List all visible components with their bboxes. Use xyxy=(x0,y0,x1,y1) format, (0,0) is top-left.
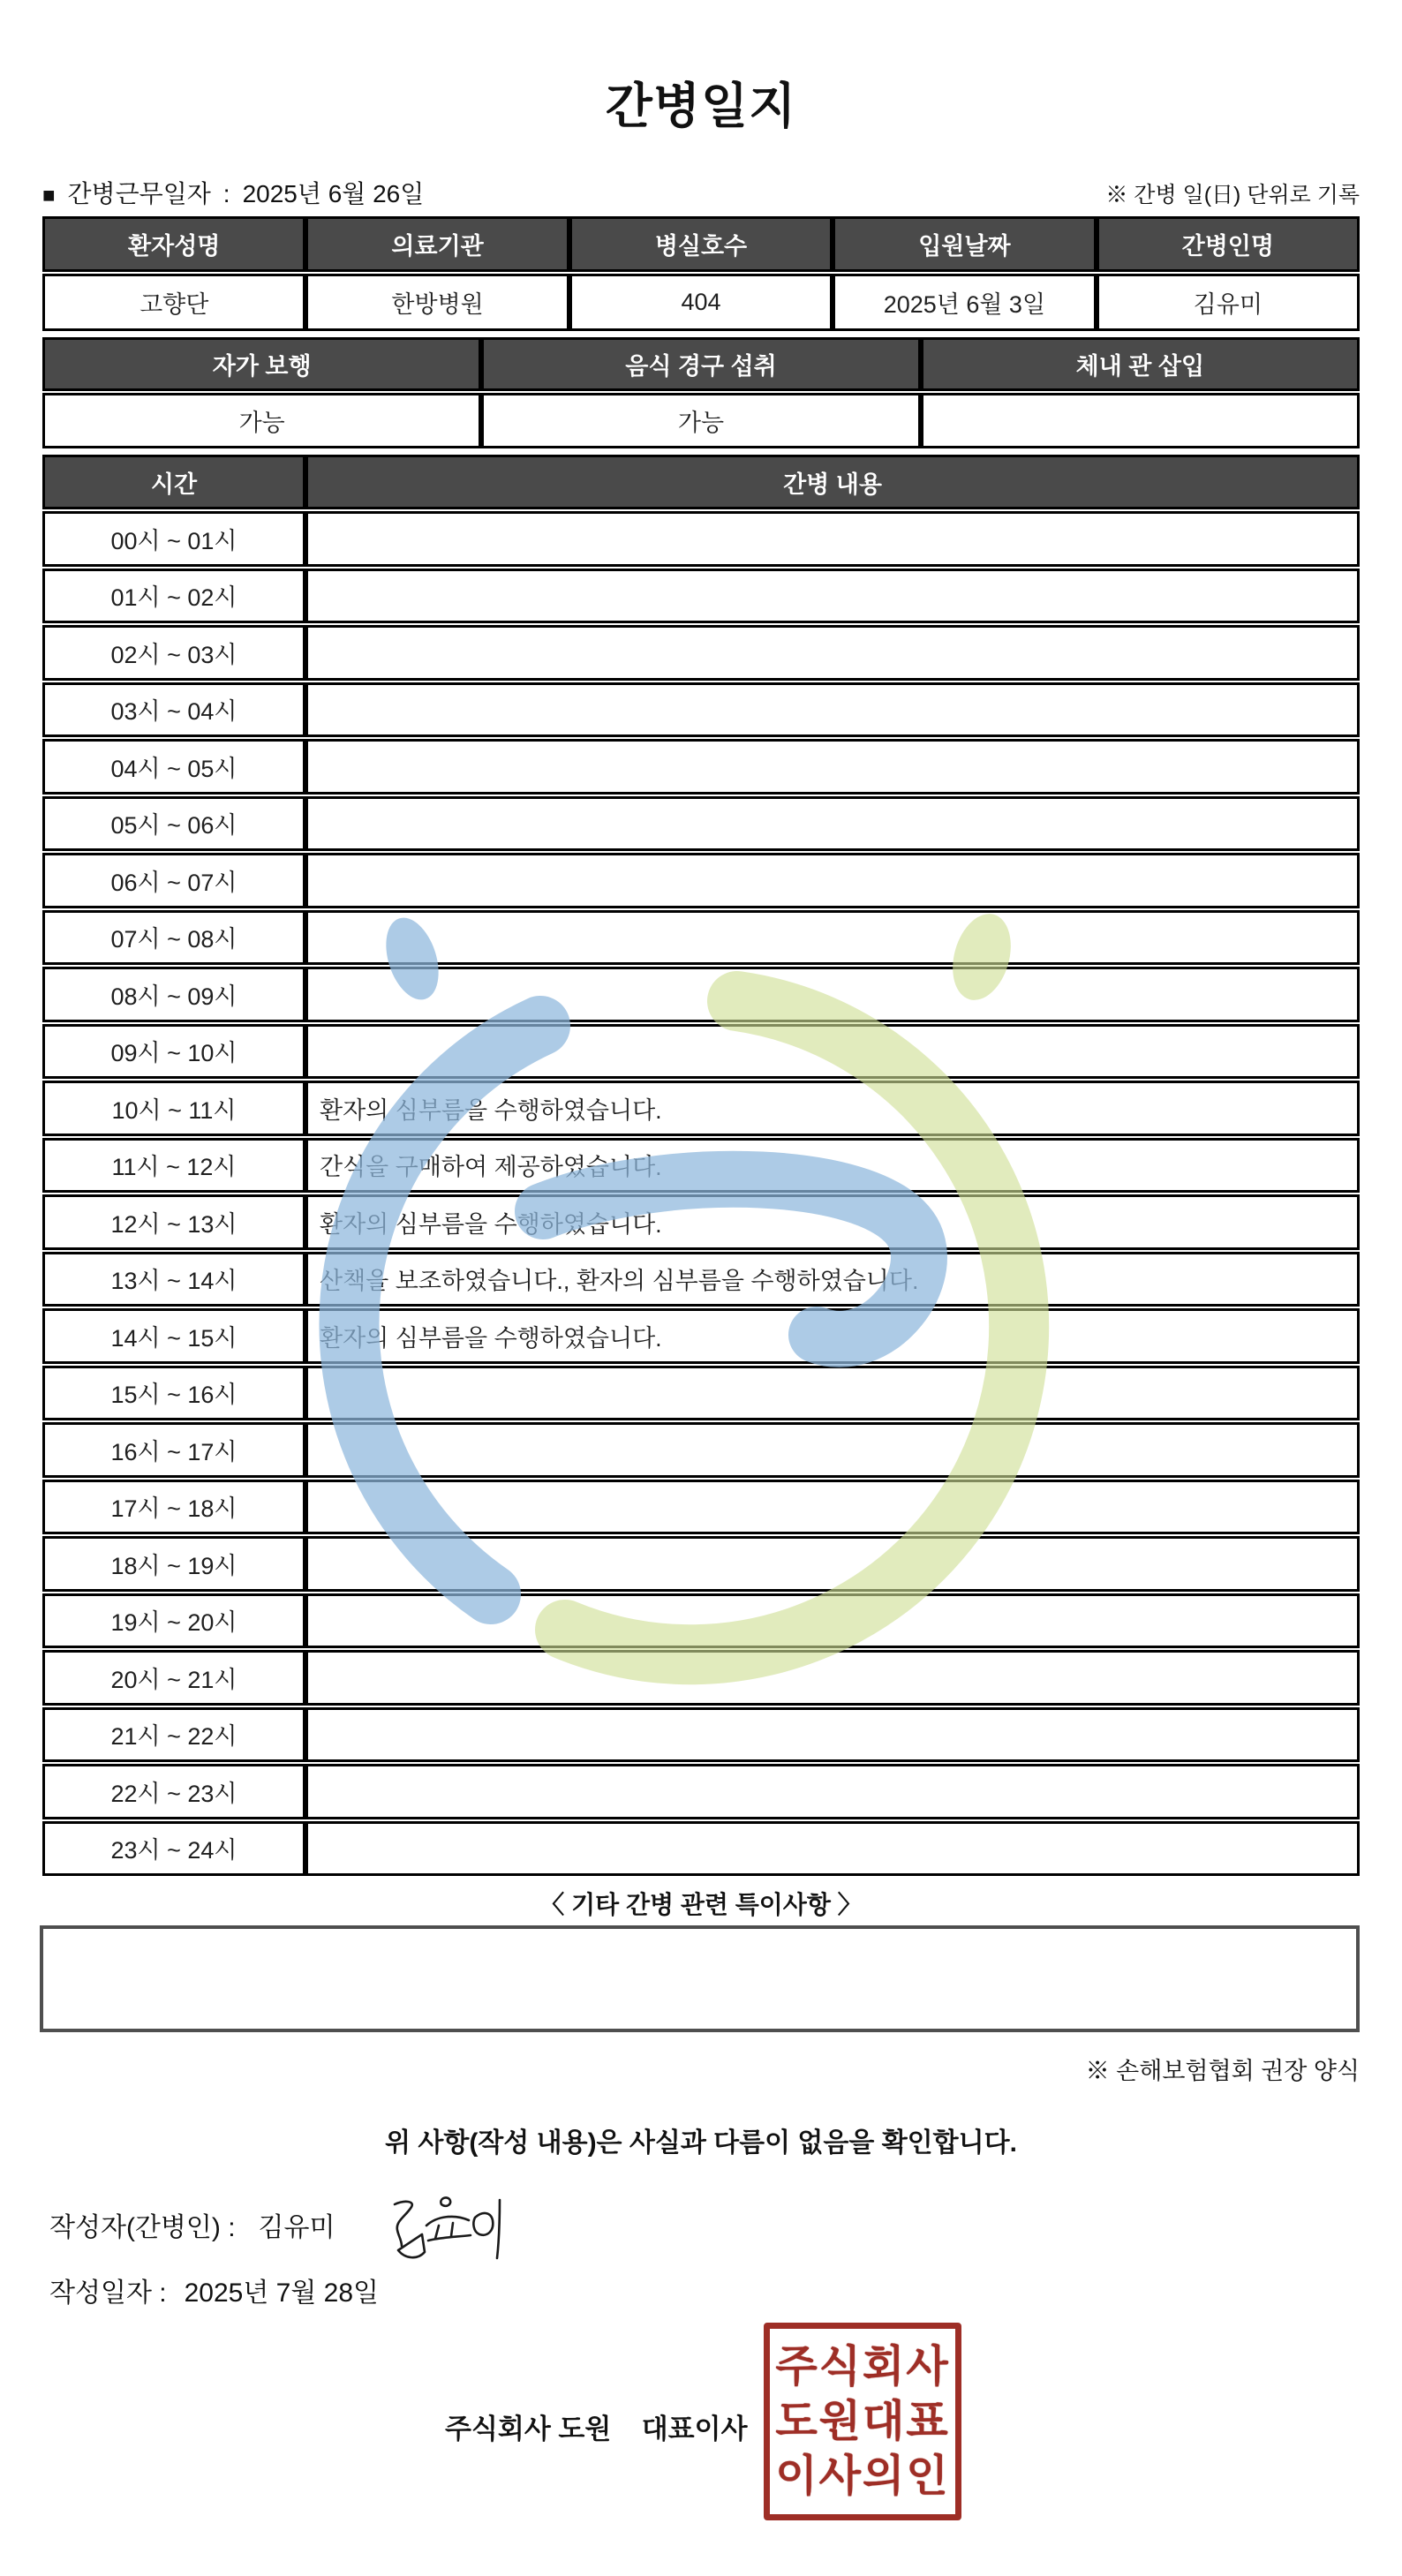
time-slot-cell: 00시 ~ 01시 xyxy=(42,511,305,567)
patient-info-value-cell: 한방병원 xyxy=(305,274,569,331)
date-value: 2025년 7월 28일 xyxy=(184,2278,379,2308)
time-slot-cell: 22시 ~ 23시 xyxy=(42,1764,305,1819)
time-slot-cell: 14시 ~ 15시 xyxy=(42,1308,305,1364)
care-content-cell xyxy=(305,1593,1360,1649)
care-log-row xyxy=(42,1650,1360,1706)
care-log-row xyxy=(42,511,1360,567)
patient-status-value-cell: 가능 xyxy=(42,393,481,448)
time-slot-cell: 02시 ~ 03시 xyxy=(42,625,305,681)
care-log-row xyxy=(42,1764,1360,1819)
patient-status-header-cell: 자가 보행 xyxy=(42,337,481,391)
care-work-date-separator: : xyxy=(222,180,230,207)
writer-name: 김유미 xyxy=(258,2213,335,2242)
care-log-row xyxy=(42,1366,1360,1421)
care-content-cell xyxy=(305,910,1360,966)
writer-label: 작성자(간병인) : xyxy=(49,2213,236,2242)
patient-status-value-cell xyxy=(921,393,1360,448)
care-content-cell xyxy=(305,1480,1360,1535)
notes-section-heading: 〈 기타 간병 관련 특이사항 〉 xyxy=(539,1891,863,1918)
care-content-cell xyxy=(305,796,1360,852)
patient-status-value-row xyxy=(42,393,1360,448)
signature-stroke-mi-stick xyxy=(497,2200,500,2258)
page-title: 간병일지 xyxy=(605,79,797,133)
patient-info-header-cell: 병실호수 xyxy=(569,216,833,272)
care-log-table xyxy=(42,453,1360,1878)
time-slot-cell: 10시 ~ 11시 xyxy=(42,1081,305,1136)
care-content-cell xyxy=(305,682,1360,738)
time-slot-cell: 01시 ~ 02시 xyxy=(42,569,305,624)
time-slot-cell: 16시 ~ 17시 xyxy=(42,1422,305,1478)
time-slot-cell: 06시 ~ 07시 xyxy=(42,853,305,908)
patient-info-value-cell: 고향단 xyxy=(42,274,305,331)
time-slot-cell: 13시 ~ 14시 xyxy=(42,1252,305,1307)
handwritten-signature xyxy=(380,2191,521,2265)
content-column-header: 간병 내용 xyxy=(305,455,1360,509)
care-log-row xyxy=(42,853,1360,908)
care-content-cell xyxy=(305,1821,1360,1877)
patient-info-header-row xyxy=(42,216,1360,272)
date-label: 작성일자 : xyxy=(49,2278,167,2308)
patient-status-table xyxy=(42,335,1360,450)
corporate-seal-stamp xyxy=(764,2323,961,2520)
care-content-cell: 산책을 보조하였습니다., 환자의 심부름을 수행하였습니다. xyxy=(305,1252,1360,1307)
patient-status-header-cell: 체내 관 삽입 xyxy=(921,337,1360,391)
date-line xyxy=(49,2271,379,2309)
time-slot-cell: 18시 ~ 19시 xyxy=(42,1536,305,1592)
patient-status-header-cell: 음식 경구 섭취 xyxy=(481,337,920,391)
care-log-row xyxy=(42,796,1360,852)
signature-stroke-yu-loop xyxy=(441,2197,450,2205)
care-work-date xyxy=(42,175,424,210)
square-bullet-icon: ■ xyxy=(42,184,56,207)
stamp-line-2: 도원대표 xyxy=(775,2398,950,2445)
care-log-body xyxy=(42,511,1360,1876)
time-slot-cell: 19시 ~ 20시 xyxy=(42,1593,305,1649)
stamp-line-1: 주식회사 xyxy=(775,2343,950,2391)
care-log-row xyxy=(42,569,1360,624)
care-log-row xyxy=(42,1308,1360,1364)
care-work-date-value: 2025년 6월 26일 xyxy=(242,180,425,207)
care-log-row xyxy=(42,1707,1360,1763)
care-log-row xyxy=(42,1194,1360,1250)
patient-info-header-cell: 의료기관 xyxy=(305,216,569,272)
time-slot-cell: 09시 ~ 10시 xyxy=(42,1024,305,1080)
care-log-row xyxy=(42,1422,1360,1478)
care-content-cell xyxy=(305,853,1360,908)
confirmation-statement: 위 사항(작성 내용)은 사실과 다름이 없음을 확인합니다. xyxy=(385,2128,1017,2158)
patient-info-value-cell: 2025년 6월 3일 xyxy=(833,274,1096,331)
care-content-cell xyxy=(305,511,1360,567)
care-log-row xyxy=(42,1480,1360,1535)
care-content-cell xyxy=(305,569,1360,624)
patient-info-header-cell: 간병인명 xyxy=(1097,216,1360,272)
care-log-row xyxy=(42,1252,1360,1307)
time-slot-cell: 23시 ~ 24시 xyxy=(42,1821,305,1877)
signature-stroke-mi-box xyxy=(473,2213,493,2235)
care-content-cell: 환자의 심부름을 수행하였습니다. xyxy=(305,1194,1360,1250)
patient-status-header-row xyxy=(42,337,1360,391)
care-content-cell xyxy=(305,1366,1360,1421)
time-slot-cell: 17시 ~ 18시 xyxy=(42,1480,305,1535)
care-log-row xyxy=(42,1536,1360,1592)
time-slot-cell: 08시 ~ 09시 xyxy=(42,967,305,1022)
care-content-cell xyxy=(305,967,1360,1022)
signature-stroke-yu-tick1 xyxy=(435,2226,439,2239)
care-log-row xyxy=(42,967,1360,1022)
notes-box xyxy=(40,1925,1360,2032)
meta-row xyxy=(42,175,1360,210)
patient-info-table xyxy=(42,215,1360,333)
time-slot-cell: 20시 ~ 21시 xyxy=(42,1650,305,1706)
time-slot-cell: 07시 ~ 08시 xyxy=(42,910,305,966)
care-content-cell xyxy=(305,739,1360,795)
care-log-row xyxy=(42,625,1360,681)
care-content-cell xyxy=(305,1536,1360,1592)
time-slot-cell: 05시 ~ 06시 xyxy=(42,796,305,852)
signature-stroke-kim xyxy=(395,2202,412,2246)
patient-status-value-cell: 가능 xyxy=(481,393,920,448)
patient-info-header-cell: 환자성명 xyxy=(42,216,305,272)
care-content-cell: 환자의 심부름을 수행하였습니다. xyxy=(305,1081,1360,1136)
patient-info-header-cell: 입원날짜 xyxy=(833,216,1096,272)
care-content-cell xyxy=(305,625,1360,681)
time-column-header: 시간 xyxy=(42,455,305,509)
care-log-row xyxy=(42,1024,1360,1080)
time-slot-cell: 03시 ~ 04시 xyxy=(42,682,305,738)
care-log-row xyxy=(42,1138,1360,1194)
care-log-row xyxy=(42,910,1360,966)
form-recommendation-note: ※ 손해보험협회 권장 양식 xyxy=(1085,2058,1360,2084)
signature-stroke-yu-arc xyxy=(426,2217,469,2226)
care-content-cell: 간식을 구매하여 제공하였습니다. xyxy=(305,1138,1360,1194)
care-log-row xyxy=(42,682,1360,738)
care-content-cell: 환자의 심부름을 수행하였습니다. xyxy=(305,1308,1360,1364)
care-log-row xyxy=(42,1081,1360,1136)
time-slot-cell: 21시 ~ 22시 xyxy=(42,1707,305,1763)
care-content-cell xyxy=(305,1764,1360,1819)
care-log-row xyxy=(42,1821,1360,1877)
company-ceo-line: 주식회사 도원 대표이사 xyxy=(445,2414,748,2444)
record-unit-note: ※ 간병 일(日) 단위로 기록 xyxy=(1105,183,1360,207)
care-work-date-label: 간병근무일자 xyxy=(67,180,211,207)
care-log-header-row xyxy=(42,455,1360,509)
care-content-cell xyxy=(305,1422,1360,1478)
signature-stroke-yu-tick2 xyxy=(451,2223,453,2236)
stamp-line-3: 이사의인 xyxy=(775,2452,950,2500)
care-content-cell xyxy=(305,1650,1360,1706)
writer-line xyxy=(49,2205,335,2244)
time-slot-cell: 15시 ~ 16시 xyxy=(42,1366,305,1421)
time-slot-cell: 04시 ~ 05시 xyxy=(42,739,305,795)
patient-info-value-cell: 404 xyxy=(569,274,833,331)
care-content-cell xyxy=(305,1707,1360,1763)
patient-info-value-row xyxy=(42,274,1360,331)
time-slot-cell: 11시 ~ 12시 xyxy=(42,1138,305,1194)
care-log-row xyxy=(42,1593,1360,1649)
time-slot-cell: 12시 ~ 13시 xyxy=(42,1194,305,1250)
patient-info-value-cell: 김유미 xyxy=(1097,274,1360,331)
care-log-row xyxy=(42,739,1360,795)
care-content-cell xyxy=(305,1024,1360,1080)
